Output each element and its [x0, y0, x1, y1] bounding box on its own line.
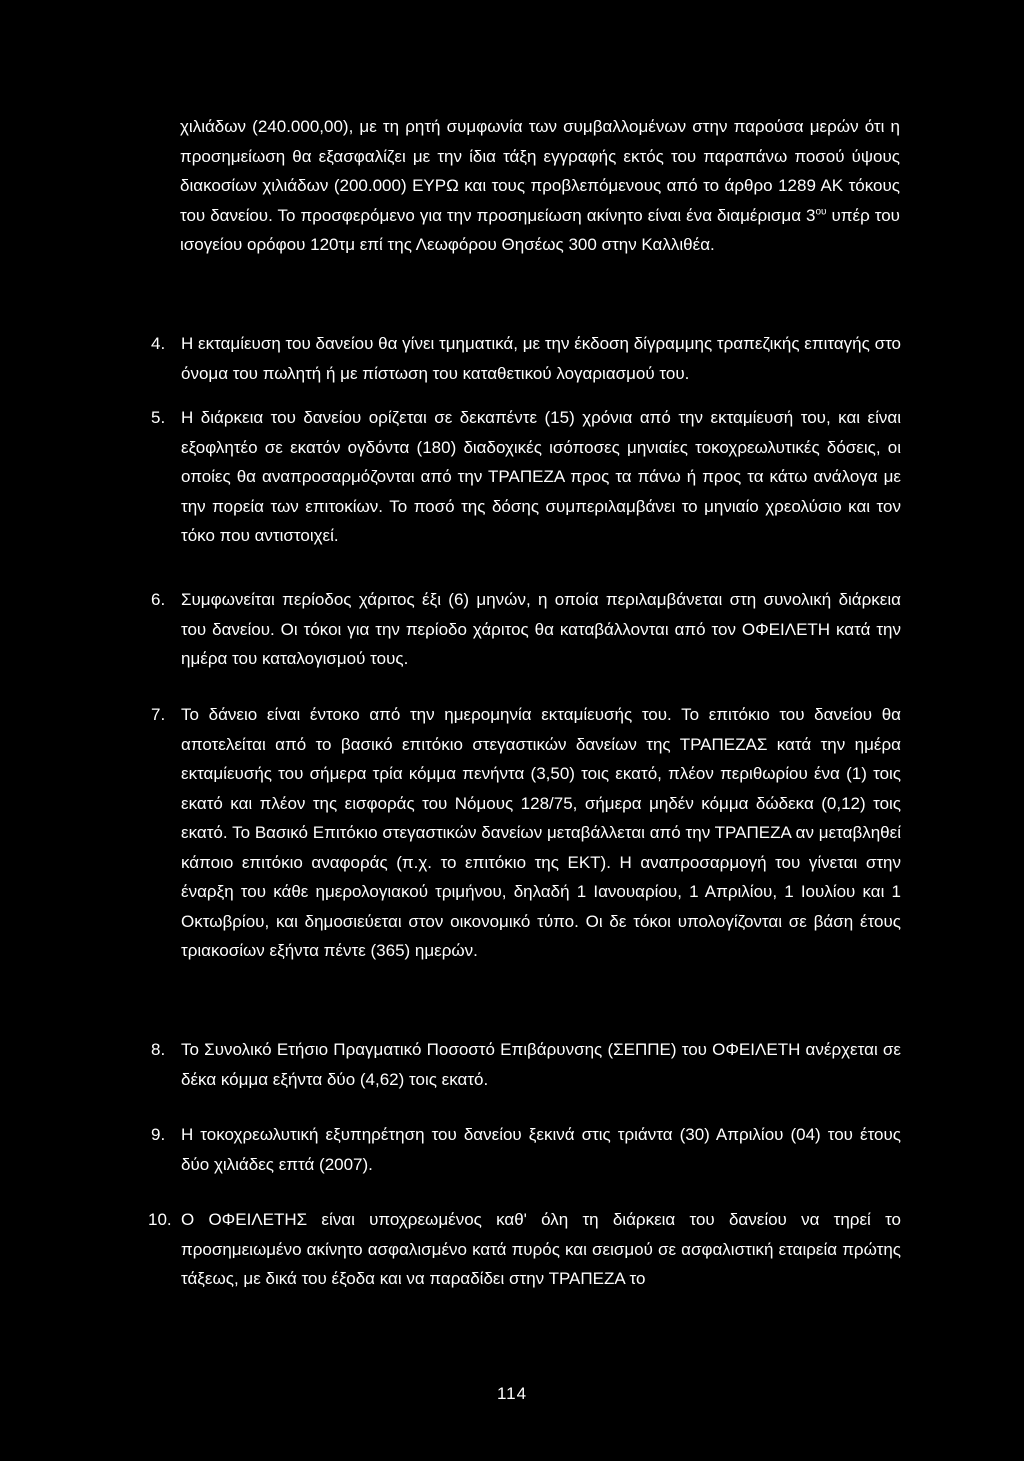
clause-6	[151, 585, 901, 674]
clause-number: 7.	[151, 705, 166, 724]
clause-7	[151, 700, 901, 966]
clause-text: Το Συνολικό Ετήσιο Πραγματικό Ποσοστό Επιβάρυνσης (ΣΕΠΠΕ) του ΟΦΕΙΛΕΤΗ ανέρχεται σε δέκα κόμμα εξήντα δύο (4,62) τοις εκατό.	[181, 1040, 901, 1089]
clause-text: Ο ΟΦΕΙΛΕΤΗΣ είναι υποχρεωμένος καθ' όλη τη διάρκεια του δανείου να τηρεί το προσημειωμένο ακίνητο ασφαλισμένο κατά πυρός και σεισμού σε ασφαλιστική εταιρεία πρώτης τάξεως, με δικά του έξοδα και να παραδίδει στην ΤΡΑΠΕΖΑ το	[181, 1210, 901, 1288]
clause-9	[151, 1120, 901, 1179]
page-number: 114	[496, 1384, 528, 1403]
clause-5	[151, 403, 901, 551]
clause-number: 8.	[151, 1040, 166, 1059]
intro-superscript: ου	[815, 205, 827, 217]
intro-text-part2: υπέρ του ισογείου ορόφου 120τμ επί της Λεωφόρου Θησέως 300 στην Καλλιθέα.	[180, 205, 900, 254]
clause-text: Συμφωνείται περίοδος χάριτος έξι (6) μηνών, η οποία περιλαμβάνεται στη συνολική διάρκεια του δανείου. Οι τόκοι για την περίοδο χάριτος θα καταβάλλονται από τον ΟΦΕΙΛΕΤΗ κατά την ημέρα του καταλογισμού τους.	[181, 590, 901, 668]
clause-number: 4.	[151, 334, 166, 353]
clause-number: 6.	[151, 590, 166, 609]
clause-number: 5.	[151, 408, 166, 427]
clause-4	[151, 329, 901, 388]
clause-8	[151, 1035, 901, 1094]
clause-10	[148, 1205, 901, 1294]
clause-text: Η διάρκεια του δανείου ορίζεται σε δεκαπέντε (15) χρόνια από την εκταμίευσή του, και είναι εξοφλητέο σε εκατόν ογδόντα (180) διαδοχικές ισόποσες μηνιαίες τοκοχρεωλυτικές δόσεις, οι οποίες θα αναπροσαρμόζονται από την ΤΡΑΠΕΖΑ προς τα πάνω ή προς τα κάτω ανάλογα με την πορεία των επιτοκίων. Το ποσό της δόσης συμπεριλαμβάνει το μηνιαίο χρεολύσιο και τον τόκο που αντιστοιχεί.	[181, 408, 901, 545]
intro-paragraph	[180, 112, 900, 260]
intro-text-part1: χιλιάδων (240.000,00), με τη ρητή συμφωνία των συμβαλλομένων στην παρούσα μερών ότι η προσημείωση θα εξασφαλίζει με την ίδια τάξη εγγραφής εκτός του παραπάνω ποσού ύψους διακοσίων χιλιάδων (200.000) ΕΥΡΩ και τους προβλεπόμενους από το άρθρο 1289 ΑΚ τόκους του δανείου. Το προσφερόμενο για την προσημείωση ακίνητο είναι ένα διαμέρισμα 3	[180, 117, 900, 225]
clause-number: 9.	[151, 1125, 166, 1144]
clause-text: Η τοκοχρεωλυτική εξυπηρέτηση του δανείου ξεκινά στις τριάντα (30) Απριλίου (04) του έτους δύο χιλιάδες επτά (2007).	[181, 1125, 901, 1174]
clause-text: Η εκταμίευση του δανείου θα γίνει τμηματικά, με την έκδοση δίγραμμης τραπεζικής επιταγής στο όνομα του πωλητή ή με πίστωση του καταθετικού λογαριασμού του.	[181, 334, 901, 383]
clause-text: Το δάνειο είναι έντοκο από την ημερομηνία εκταμίευσής του. Το επιτόκιο του δανείου θα αποτελείται από το βασικό επιτόκιο στεγαστικών δανείων της ΤΡΑΠΕΖΑΣ κατά την ημέρα εκταμίευσής του σήμερα τρία κόμμα πενήντα (3,50) τοις εκατό, πλέον περιθωρίου ένα (1) τοις εκατό και πλέον της εισφοράς του Νόμους 128/75, σήμερα μηδέν κόμμα δώδεκα (0,12) τοις εκατό. Το Βασικό Επιτόκιο στεγαστικών δανείων μεταβάλλεται από την ΤΡΑΠΕΖΑ αν μεταβληθεί κάποιο επιτόκιο αναφοράς (π.χ. το επιτόκιο της ΕΚΤ). Η αναπροσαρμογή του γίνεται στην έναρξη του κάθε ημερολογιακού τριμήνου, δηλαδή 1 Ιανουαρίου, 1 Απριλίου, 1 Ιουλίου και 1 Οκτωβρίου, και δημοσιεύεται στον οικονομικό τύπο. Οι δε τόκοι υπολογίζονται σε βάση έτους τριακοσίων εξήντα πέντε (365) ημερών.	[181, 705, 901, 960]
clause-number: 10.	[148, 1210, 172, 1229]
